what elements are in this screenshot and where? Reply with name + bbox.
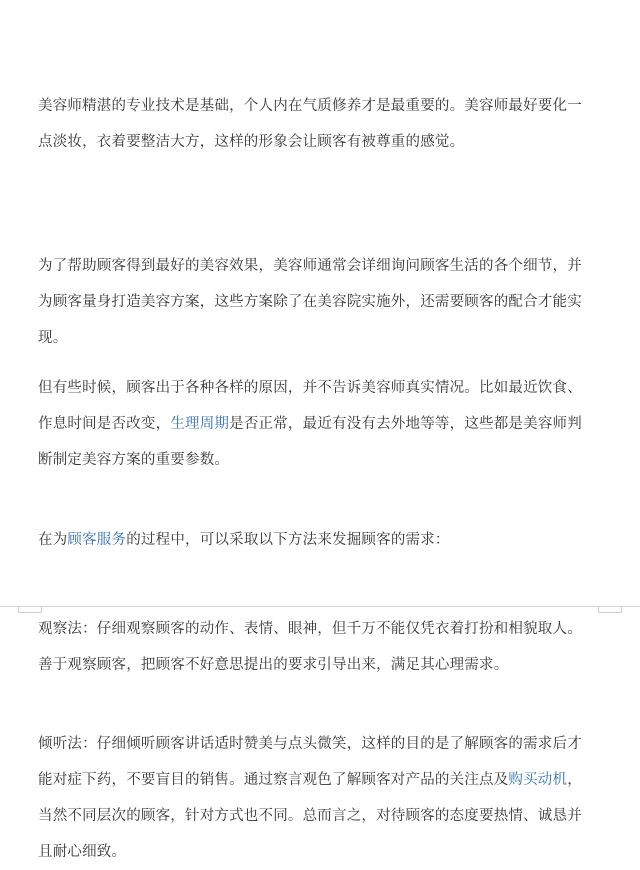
paragraph-text: 在为	[38, 532, 68, 548]
paragraph-text: 但有些时候，顾客出于各种各样的原因，并不告诉美容师真实情况。比如最近饮食、作息时间是否改变，	[38, 380, 582, 432]
page-corner-right-icon	[598, 606, 622, 613]
paragraph-appearance: 美容师精湛的专业技术是基础，个人内在气质修养才是最重要的。美容师最好要化一点淡妆，衣着要整洁大方，这样的形象会让顾客有被尊重的感觉。	[38, 98, 582, 150]
paragraph-methods-intro	[38, 522, 594, 558]
paragraph-text: 是否正常，最近有没有去外地等等，这些都是美容师判断制定美容方案的重要参数。	[38, 416, 582, 468]
paragraph-observation-method: 观察法：仔细观察顾客的动作、表情、眼神，但千万不能仅凭衣着打扮和相貌取人。善于观察顾客，把顾客不好意思提出的要求引导出来，满足其心理需求。	[38, 621, 582, 673]
link-purchase-motive[interactable]: 购买动机	[508, 772, 568, 788]
link-customer-service[interactable]: 顾客服务	[67, 532, 127, 548]
page-break-rule	[0, 606, 640, 607]
paragraph-customer-info	[38, 370, 594, 478]
paragraph-listening-method	[38, 726, 594, 870]
paragraph-text: 倾听法：仔细倾听顾客讲话适时赞美与点头微笑，这样的目的是了解顾客的需求后才能对症下药，不要盲目的销售。通过察言观色了解顾客对产品的关注点及	[38, 736, 582, 788]
link-physiological-cycle[interactable]: 生理周期	[170, 416, 230, 432]
paragraph-text: 的过程中，可以采取以下方法来发掘顾客的需求：	[126, 532, 450, 548]
paragraph-beauty-plan: 为了帮助顾客得到最好的美容效果，美容师通常会详细询问顾客生活的各个细节，并为顾客量身打造美容方案，这些方案除了在美容院实施外，还需要顾客的配合才能实现。	[38, 258, 582, 346]
paragraph-text: ，当然不同层次的顾客，针对方式也不同。总而言之，对待顾客的态度要热情、诚恳并且耐心细致。	[38, 772, 582, 860]
